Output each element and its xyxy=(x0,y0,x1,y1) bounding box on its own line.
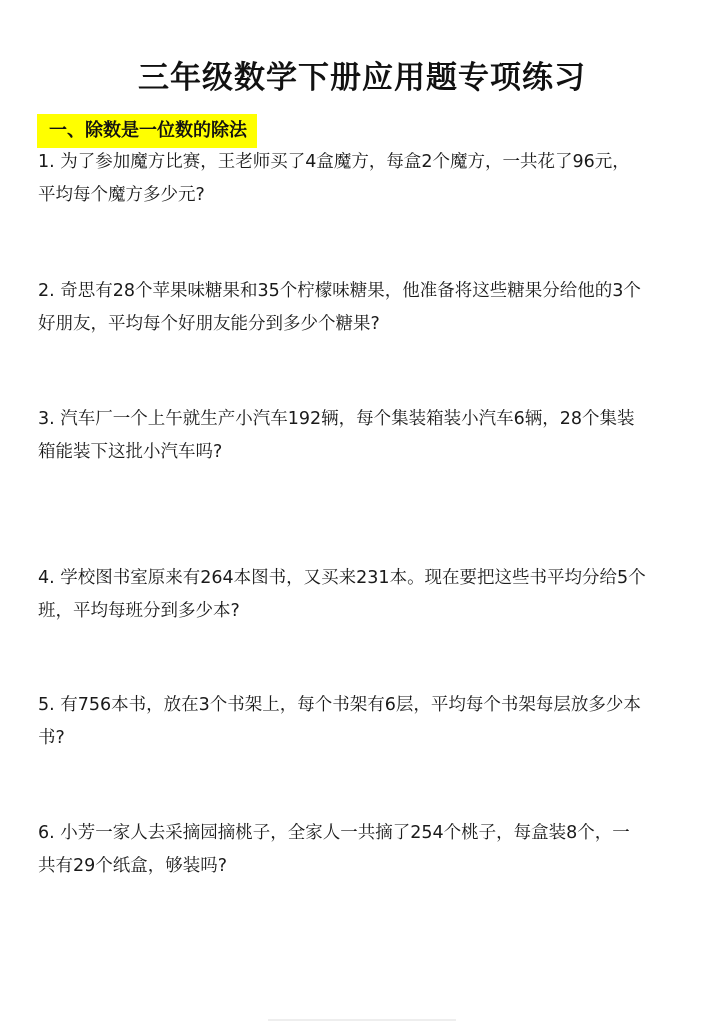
question-5-line-1: 5. 有756本书，放在3个书架上，每个书架有6层，平均每个书架每层放多少本 xyxy=(38,695,641,715)
question-4 xyxy=(38,562,693,628)
question-5 xyxy=(38,689,693,755)
question-4-line-1: 4. 学校图书室原来有264本图书，又买来231本。现在要把这些书平均分给5个 xyxy=(38,568,646,588)
question-1 xyxy=(38,146,693,212)
question-6 xyxy=(38,817,693,883)
question-1-line-1: 1. 为了参加魔方比赛，王老师买了4盒魔方，每盒2个魔方，一共花了96元， xyxy=(38,152,630,172)
question-2 xyxy=(38,275,693,341)
question-3-line-2: 箱能装下这批小汽车吗? xyxy=(38,442,223,462)
question-2-line-2: 好朋友，平均每个好朋友能分到多少个糖果? xyxy=(38,314,380,334)
page-title: 三年级数学下册应用题专项练习 xyxy=(138,60,586,96)
question-3 xyxy=(38,403,693,469)
question-4-line-2: 班，平均每班分到多少本? xyxy=(38,601,240,621)
page-divider xyxy=(268,1019,456,1021)
question-6-line-2: 共有29个纸盒，够装吗? xyxy=(38,856,228,876)
question-3-line-1: 3. 汽车厂一个上午就生产小汽车192辆，每个集装箱装小汽车6辆，28个集装 xyxy=(38,409,635,429)
question-6-line-1: 6. 小芳一家人去采摘园摘桃子，全家人一共摘了254个桃子，每盒装8个，一 xyxy=(38,823,630,843)
question-5-line-2: 书? xyxy=(38,728,65,748)
question-1-line-2: 平均每个魔方多少元? xyxy=(38,185,205,205)
question-2-line-1: 2. 奇思有28个苹果味糖果和35个柠檬味糖果，他准备将这些糖果分给他的3个 xyxy=(38,281,641,301)
section-heading: 一、除数是一位数的除法 xyxy=(37,114,257,148)
